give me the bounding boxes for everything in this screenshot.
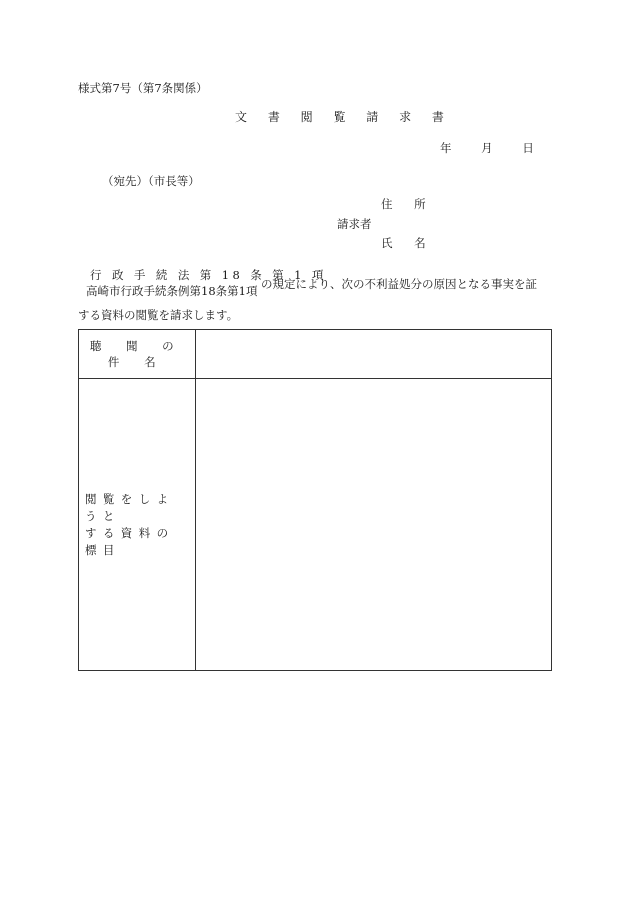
date-month-label: 月 [481, 141, 493, 155]
document-title: 文 書 閲 覧 請 求 書 [235, 110, 453, 124]
hearing-subject-field[interactable] [196, 330, 552, 379]
addressee: （宛先）（市長等） [102, 174, 200, 188]
request-text-part1: の規定により、次の不利益処分の原因となる事実を証 [261, 277, 537, 291]
form-number: 様式第7号（第7条関係） [78, 81, 208, 95]
table-row-hearing-subject [79, 330, 552, 379]
request-text-part2: する資料の閲覧を請求します。 [78, 308, 239, 322]
date-year-label: 年 [440, 141, 452, 155]
requester-label: 請求者 [337, 217, 372, 231]
name-label: 氏 名 [381, 236, 435, 250]
document-titles-label-line1: 閲覧をしようと [85, 491, 175, 523]
date-day-label: 日 [522, 141, 534, 155]
table-row-document-titles [79, 379, 552, 671]
address-label: 住 所 [381, 197, 435, 211]
hearing-subject-label: 聴 聞 の 件 名 [79, 330, 196, 379]
document-titles-label [79, 379, 196, 671]
document-titles-field[interactable] [196, 379, 552, 671]
request-table [78, 329, 552, 671]
legal-basis-law: 行 政 手 続 法 第 18 条 第 1 項 [90, 268, 327, 282]
legal-basis-ordinance: 高崎市行政手続条例第18条第1項 [86, 284, 258, 298]
date-line [440, 140, 534, 156]
document-titles-label-line2: する資料の標目 [85, 525, 175, 557]
